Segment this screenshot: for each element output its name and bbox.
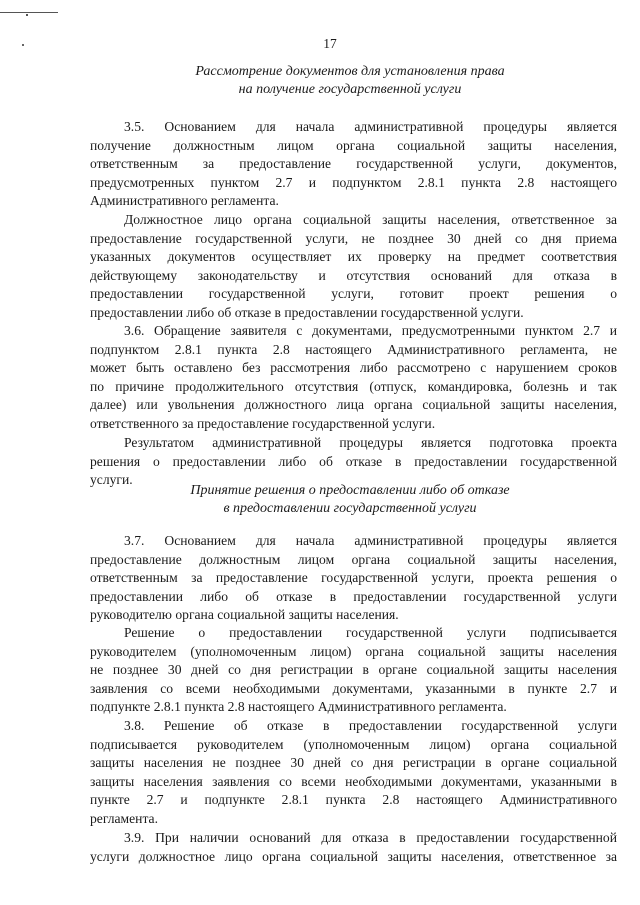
text-line: услуги должностное лицо органа социальной защиты населения, ответственное за	[90, 848, 617, 864]
text-line: 3.5. Основанием для начала административной процедуры является	[124, 119, 617, 134]
text-line: ответственным за предоставление государственной услуги, проекта решения о	[90, 570, 617, 586]
scan-corner-line	[0, 12, 58, 13]
scan-mark	[26, 14, 28, 16]
text-line: пункте 2.7 и подпункте 2.8.1 пункта 2.8 настоящего Административного	[90, 792, 617, 808]
text-line: решения о предоставлении либо об отказе в предоставлении государственной	[90, 453, 617, 469]
text-line: предоставлении либо об отказе в предоставлении государственной услуги	[90, 588, 617, 604]
text-line: получение должностным лицом органа социальной защиты населения,	[90, 137, 617, 153]
text-line: может быть оставлено без рассмотрения либо рассмотрено с нарушением сроков	[90, 360, 617, 376]
paragraph-official-review	[90, 211, 617, 323]
heading-line: Рассмотрение документов для установления права	[195, 64, 505, 79]
page-number: 17	[323, 36, 337, 51]
text-line: 3.8. Решение об отказе в предоставлении государственной услуги	[124, 718, 617, 733]
text-line: заявления со всеми необходимыми документами, указанными в пункте 2.7 и	[90, 680, 617, 696]
text-line: по причине продолжительного отсутствия (отпуск, командировка, болезнь и так	[90, 378, 617, 394]
text-line: не позднее 30 дней со дня регистрации в органе социальной защиты населения	[90, 662, 617, 678]
text-line: Административного регламента.	[90, 193, 279, 209]
text-line: 3.9. При наличии оснований для отказа в предоставлении государственной	[124, 830, 617, 845]
text-line: подпункте 2.8.1 пункта 2.8 настоящего Административного регламента.	[90, 699, 507, 715]
text-line: Должностное лицо органа социальной защиты населения, ответственное за	[124, 212, 617, 227]
text-line: подписывается руководителем (уполномоченным лицом) органа социальной	[90, 736, 617, 752]
text-line: ответственным за предоставление государственной услуги, документов,	[90, 156, 617, 172]
text-line: руководителю органа социальной защиты населения.	[90, 607, 399, 623]
paragraph-grant-decision	[90, 624, 617, 717]
text-line: 3.6. Обращение заявителя с документами, предусмотренными пунктом 2.7 и	[124, 323, 617, 338]
paragraph-3-6	[90, 322, 617, 434]
paragraph-3-8	[90, 717, 617, 829]
section-heading-review	[80, 63, 620, 99]
heading-line: на получение государственной услуги	[238, 82, 462, 97]
heading-line: в предоставлении государственной услуги	[223, 501, 477, 516]
text-line: ответственного за предоставление государственной услуги.	[90, 415, 436, 431]
text-line: указанных документов осуществляет их проверку на предмет соответствия	[90, 249, 617, 265]
text-line: предусмотренных пунктом 2.7 и подпунктом 2.8.1 пункта 2.8 настоящего	[90, 174, 617, 190]
text-line: подпунктом 2.8.1 пункта 2.8 настоящего Административного регламента, не	[90, 341, 617, 357]
paragraph-3-5	[90, 118, 617, 211]
text-line: услуги.	[90, 472, 133, 488]
text-line: Результатом административной процедуры является подготовка проекта	[124, 435, 617, 450]
text-line: далее) или увольнения должностного лица органа социальной защиты населения,	[90, 397, 617, 413]
text-line: руководителем (уполномоченным лицом) органа социальной защиты населения	[90, 643, 617, 659]
text-line: предоставление должностным лицом органа социальной защиты населения,	[90, 551, 617, 567]
section-heading-decision	[80, 482, 620, 518]
text-line: защиты населения не позднее 30 дней со дня регистрации в органе социальной	[90, 755, 617, 771]
paragraph-3-9	[90, 829, 617, 866]
text-line: Решение о предоставлении государственной услуги подписывается	[124, 625, 617, 640]
text-line: действующему законодательству и отсутствия оснований для отказа в	[90, 267, 617, 283]
text-line: предоставление государственной услуги, не позднее 30 дней со дня приема	[90, 230, 617, 246]
heading-line: Принятие решения о предоставлении либо об отказе	[190, 483, 510, 498]
text-line: защиты населения заявления со всеми необходимыми документами, указанными в	[90, 773, 617, 789]
text-line: 3.7. Основанием для начала административной процедуры является	[124, 533, 617, 548]
text-line: предоставлении государственной услуги, готовит проект решения о	[90, 286, 617, 302]
paragraph-3-7	[90, 532, 617, 625]
text-line: регламента.	[90, 810, 158, 826]
text-line: предоставлении либо об отказе в предоставлении государственной услуги.	[90, 304, 524, 320]
